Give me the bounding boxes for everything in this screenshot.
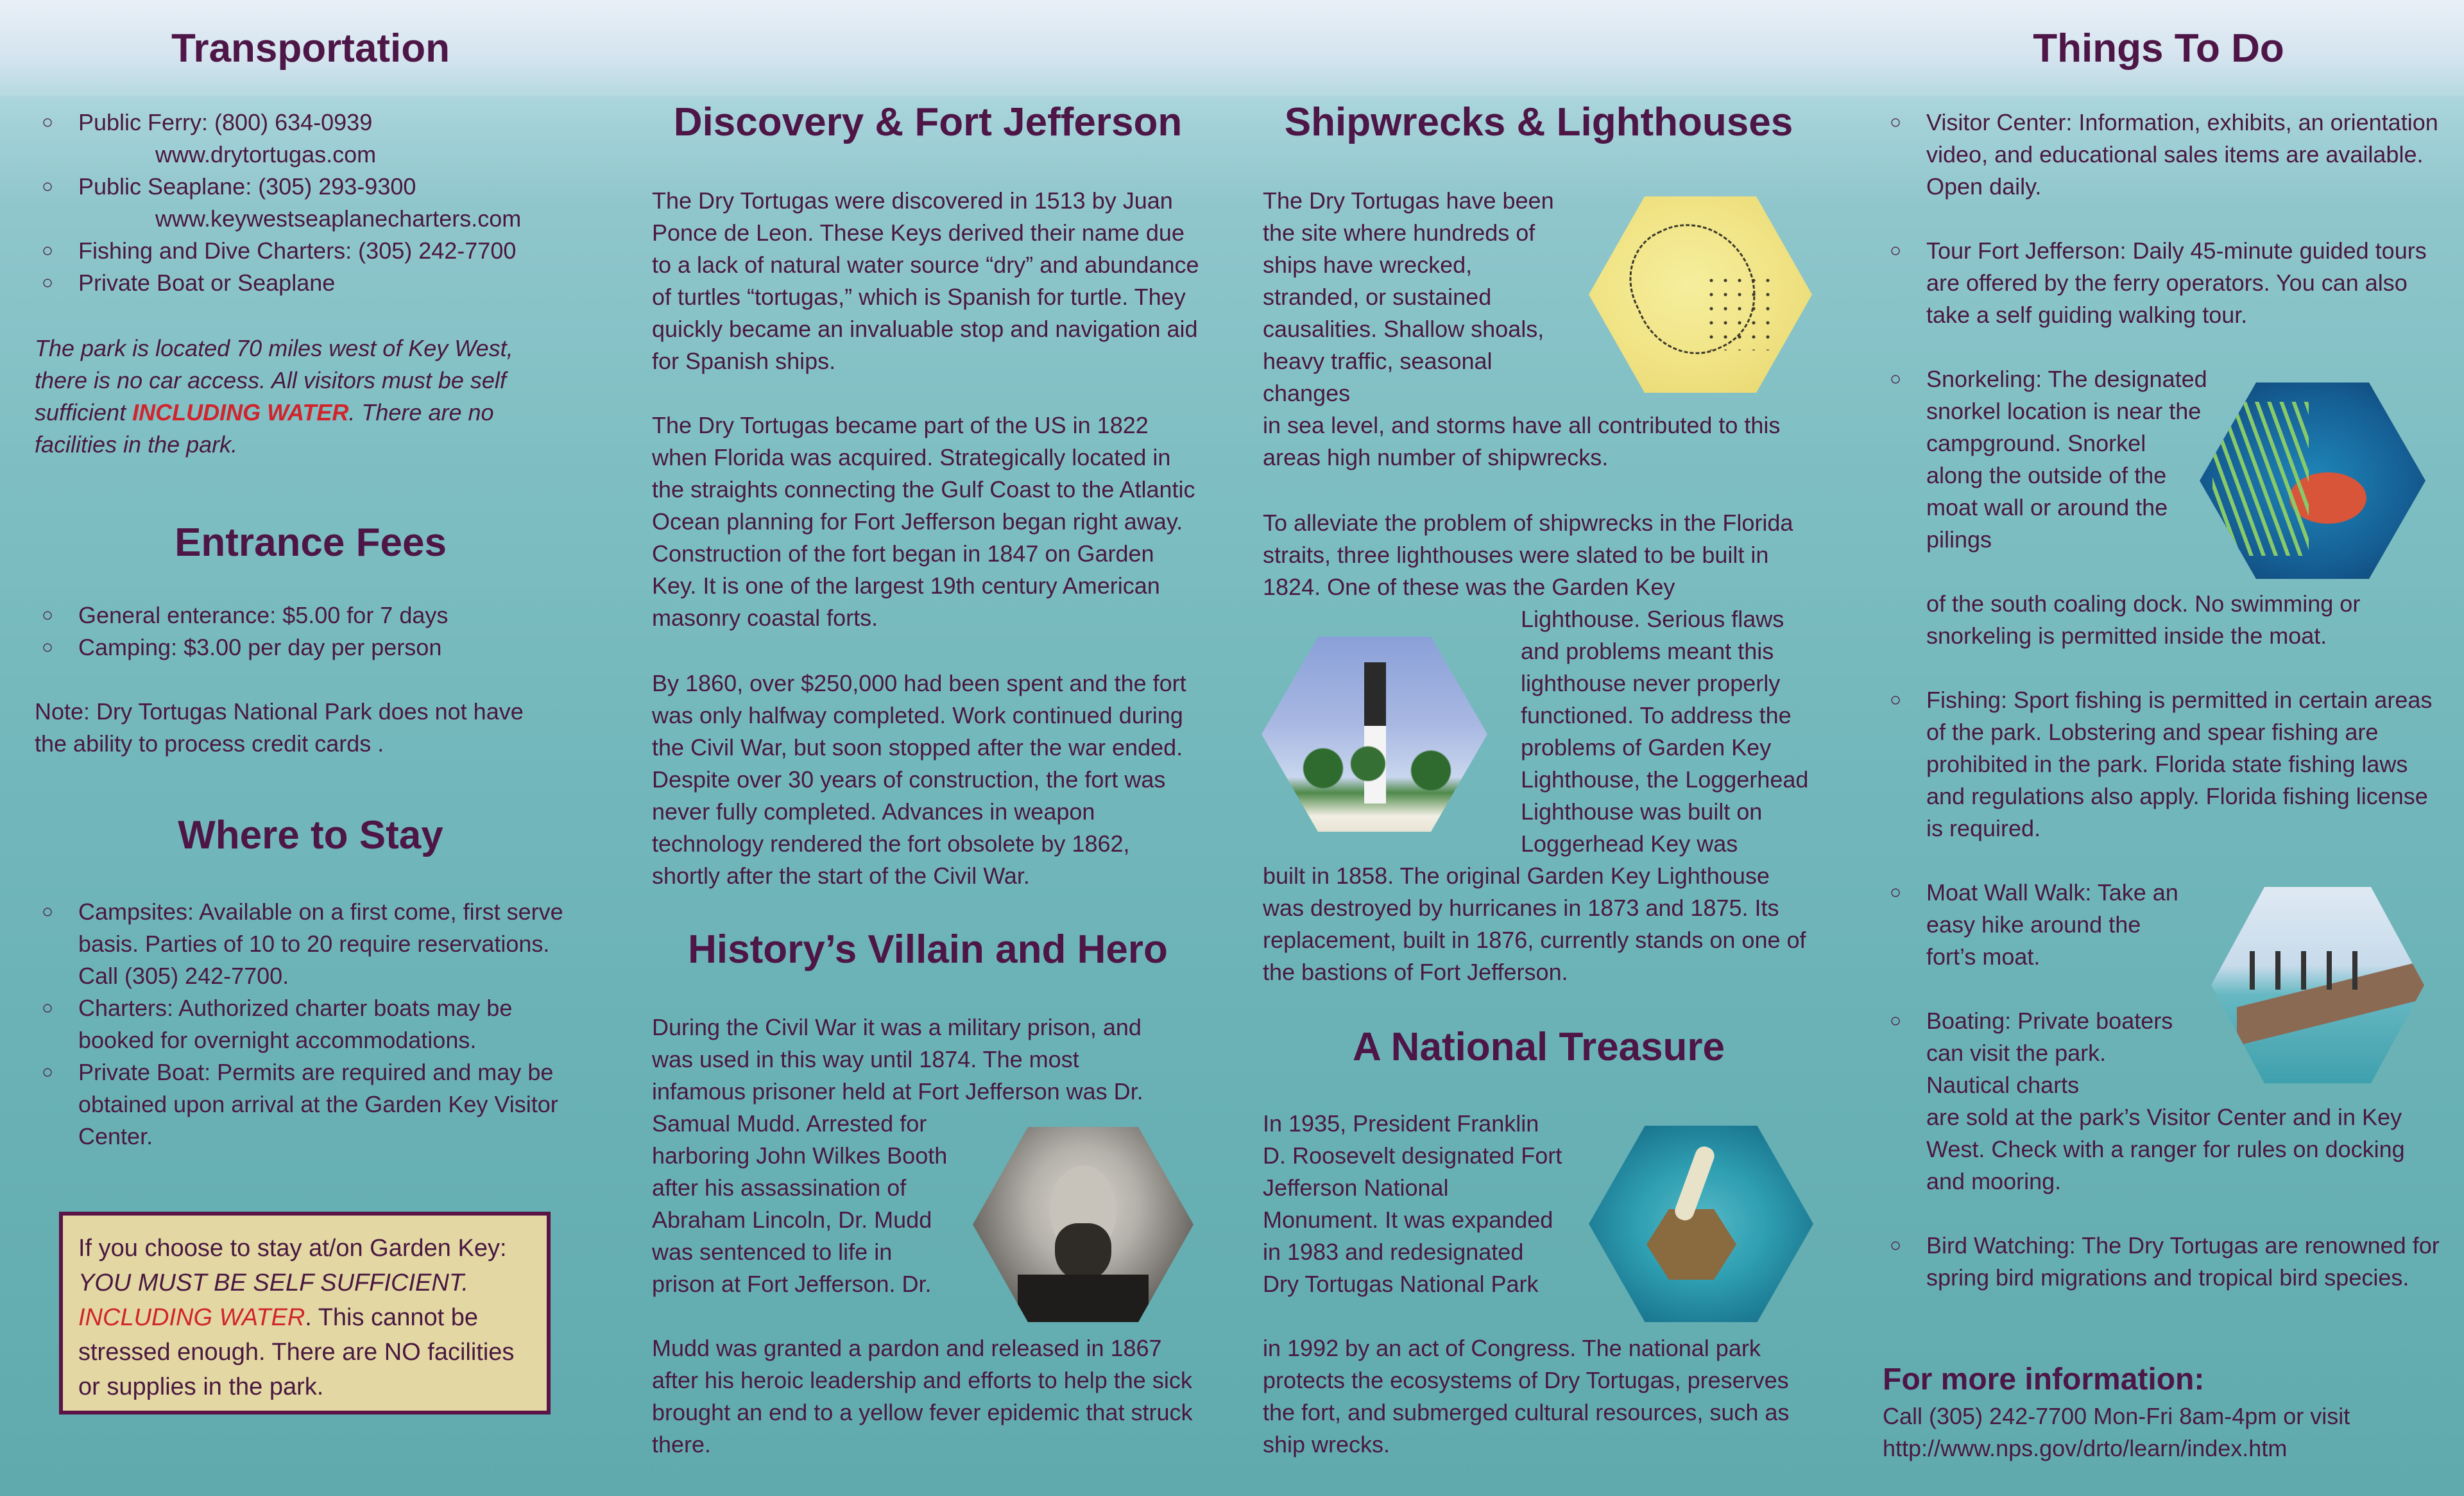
bullet-icon: ○	[1889, 1235, 1902, 1256]
list-item-boating: ○ Boating: Private boaters can visit the park. Nautical charts	[1883, 1005, 2196, 1101]
list-item: ○ Campsites: Available on a first come, first serve basis. Parties of 10 to 20 require reservations. Call (305) 242-7700.	[35, 896, 567, 992]
discovery-paragraph-2: The Dry Tortugas became part of the US in 1822 when Florida was acquired. Strategically located in the straights connecting the Gulf Coast to the Atlantic Ocean planning for Fort Jefferson began right away. Construction of the fort began in 1847 on Garden Key. It is one of the largest 19th century American masonry coastal forts.	[652, 412, 1195, 631]
lighthouse-rest: built in 1858. The original Garden Key Lighthouse was destroyed by hurricanes in 1873 and 1875. Its replacement, built in 1876, currently stands on one of the bastions of Fort Jefferson.	[1263, 863, 1806, 985]
shipwrecks-narrow: The Dry Tortugas have been the site where hundreds of ships have wrecked, stranded, or sustained causalities. Shallow shoals, heavy traffic, seasonal changes	[1263, 187, 1554, 406]
fort-jefferson-aerial-image	[1589, 1126, 1813, 1322]
water-warning: INCLUDING WATER	[132, 399, 349, 426]
bullet-icon: ○	[1889, 112, 1902, 133]
discovery-paragraph-3: By 1860, over $250,000 had been spent and the fort was only halfway completed. Work continued during the Civil War, but soon stopped after the war ended. Despite over 30 years of construction, the fort was never fully completed. Advances in weapon technology rendered the fort obsolete by 1862, shortly after the start of the Civil War.	[652, 670, 1186, 889]
bullet-icon: ○	[41, 605, 54, 626]
more-info-phone: Call (305) 242-7700 Mon-Fri 8am-4pm or visit	[1883, 1403, 2350, 1429]
chart-soundings	[1704, 273, 1775, 350]
website-link[interactable]: www.keywestseaplanecharters.com	[155, 205, 522, 232]
portrait-coat	[1018, 1275, 1149, 1326]
things-to-do-heading: Things To Do	[2033, 26, 2284, 71]
list-item-moat-walk: ○ Moat Wall Walk: Take an easy hike around the fort’s moat.	[1883, 877, 2196, 973]
credit-card-note: Note: Dry Tortugas National Park does not have the ability to process credit cards .	[35, 698, 524, 757]
bullet-icon: ○	[41, 901, 54, 922]
transportation-heading: Transportation	[171, 26, 450, 71]
shipwrecks-heading: Shipwrecks & Lighthouses	[1284, 100, 1793, 144]
where-to-stay-heading: Where to Stay	[178, 813, 443, 857]
reef-coral	[2212, 402, 2309, 556]
bullet-icon: ○	[41, 1062, 54, 1083]
bullet-icon: ○	[1889, 368, 1902, 390]
treasure-rest: in 1992 by an act of Congress. The national park protects the ecosystems of Dry Tortugas, preserves the fort, and submerged cultural resources, such as ship wrecks.	[1263, 1335, 1790, 1457]
villain-hero-heading: History’s Villain and Hero	[688, 927, 1168, 972]
website-link[interactable]: www.drytortugas.com	[155, 141, 377, 168]
list-item: ○ Private Boat or Seaplane	[35, 267, 586, 299]
more-info-heading: For more information:	[1883, 1363, 2205, 1397]
list-item: ○ Private Boat: Permits are required and may be obtained upon arrival at the Garden Key Visitor Center.	[35, 1056, 567, 1153]
fort-hexagon	[1647, 1209, 1736, 1280]
treasure-narrow: In 1935, President Franklin D. Roosevelt designated Fort Jefferson National Monument. It was expanded in 1983 and redesignated Dry Tortugas National Park	[1263, 1110, 1562, 1297]
villain-intro: During the Civil War it was a military prison, and was used in this way until 1874. The most infamous prisoner held at Fort Jefferson was Dr.	[652, 1014, 1143, 1105]
moat-wall-walk-image	[2211, 887, 2424, 1083]
shipwrecks-rest: in sea level, and storms have all contributed to this areas high number of shipwrecks.	[1263, 412, 1781, 470]
bullet-icon: ○	[41, 112, 54, 133]
bullet-icon: ○	[41, 997, 54, 1019]
park-location-note: The park is located 70 miles west of Key West, there is no car access. All visitors must be self sufficient INCLUDING WATER. There are no facilities in the park.	[35, 335, 513, 458]
more-info-url[interactable]: http://www.nps.gov/drto/learn/index.htm	[1883, 1435, 2288, 1461]
self-sufficient-warning-box: If you choose to stay at/on Garden Key: YOU MUST BE SELF SUFFICIENT. INCLUDING WATER. This cannot be stressed enough. There are NO facilities or supplies in the park.	[59, 1212, 551, 1414]
discovery-paragraph-1: The Dry Tortugas were discovered in 1513 by Juan Ponce de Leon. These Keys derived their name due to a lack of natural water source “dry” and abundance of turtles “tortugas,” which is Spanish for turtle. They quickly became an invaluable stop and navigation aid for Spanish ships.	[652, 187, 1199, 374]
bullet-icon: ○	[41, 176, 54, 197]
entrance-fees-heading: Entrance Fees	[175, 520, 447, 565]
loggerhead-lighthouse-image	[1262, 637, 1487, 832]
list-item-visitor-center: ○ Visitor Center: Information, exhibits, an orientation video, and educational sales items are available. Open daily.	[1883, 107, 2440, 203]
list-item: ○ Public Seaplane: (305) 293-9300 www.keywestseaplanecharters.com	[35, 171, 586, 235]
list-item-boating-cont: are sold at the park’s Visitor Center and in Key West. Check with a ranger for rules on docking and mooring.	[1926, 1104, 2405, 1194]
stay-list	[35, 896, 567, 1153]
bullet-icon: ○	[41, 637, 54, 658]
lighthouse-palms	[1287, 746, 1467, 791]
list-item: ○ General enterance: $5.00 for 7 days	[35, 599, 586, 632]
list-item-fishing: ○ Fishing: Sport fishing is permitted in certain areas of the park. Lobstering and spear fishing are prohibited in the park. Florida state fishing laws and regulations also apply. Florida fishing license is required.	[1883, 684, 2440, 845]
bullet-icon: ○	[1889, 689, 1902, 710]
dr-mudd-portrait	[973, 1127, 1194, 1322]
portrait-beard	[1055, 1223, 1111, 1281]
bullet-icon: ○	[41, 240, 54, 261]
bullet-icon: ○	[41, 272, 54, 293]
national-treasure-heading: A National Treasure	[1352, 1025, 1725, 1069]
lighthouse-narrow: Lighthouse. Serious flaws and problems meant this lighthouse never properly functioned. To address the problems of Garden Key Lighthouse, the Loggerhead Lighthouse was built on Loggerhead Key was	[1521, 606, 1809, 857]
bullet-icon: ○	[1889, 240, 1902, 261]
moat-walkers	[2250, 951, 2378, 990]
bullet-icon: ○	[1889, 1010, 1902, 1031]
transportation-list	[35, 107, 586, 299]
list-item: ○ Charters: Authorized charter boats may be booked for overnight accommodations.	[35, 992, 567, 1056]
nautical-chart-image	[1589, 196, 1812, 393]
coral-reef-image	[2200, 383, 2426, 579]
villain-narrow: Samual Mudd. Arrested for harboring John Wilkes Booth after his assassination of Abraham Lincoln, Dr. Mudd was sentenced to life in prison at Fort Jefferson. Dr.	[652, 1110, 948, 1297]
list-item: ○ Camping: $3.00 per day per person	[35, 632, 586, 664]
list-item-snorkeling-cont: of the south coaling dock. No swimming or snorkeling is permitted inside the moat.	[1926, 590, 2361, 649]
list-item-tour: ○ Tour Fort Jefferson: Daily 45-minute guided tours are offered by the ferry operators. You can also take a self guiding walking tour.	[1883, 235, 2440, 331]
fees-list	[35, 599, 586, 664]
list-item-bird-watching: ○ Bird Watching: The Dry Tortugas are renowned for spring bird migrations and tropical bird species.	[1883, 1230, 2440, 1294]
lighthouse-intro: To alleviate the problem of shipwrecks in the Florida straits, three lighthouses were slated to be built in 1824. One of these was the Garden Key	[1263, 510, 1793, 600]
discovery-heading: Discovery & Fort Jefferson	[673, 100, 1183, 144]
list-item: ○ Public Ferry: (800) 634-0939 www.drytortugas.com	[35, 107, 586, 171]
list-item-snorkeling: ○ Snorkeling: The designated snorkel location is near the campground. Snorkel along the outside of the moat wall or around the pilings	[1883, 363, 2209, 556]
villain-rest: Mudd was granted a pardon and released in 1867 after his heroic leadership and efforts to help the sick brought an end to a yellow fever epidemic that struck there.	[652, 1335, 1193, 1457]
bullet-icon: ○	[1889, 882, 1902, 903]
list-item: ○ Fishing and Dive Charters: (305) 242-7700	[35, 235, 586, 267]
